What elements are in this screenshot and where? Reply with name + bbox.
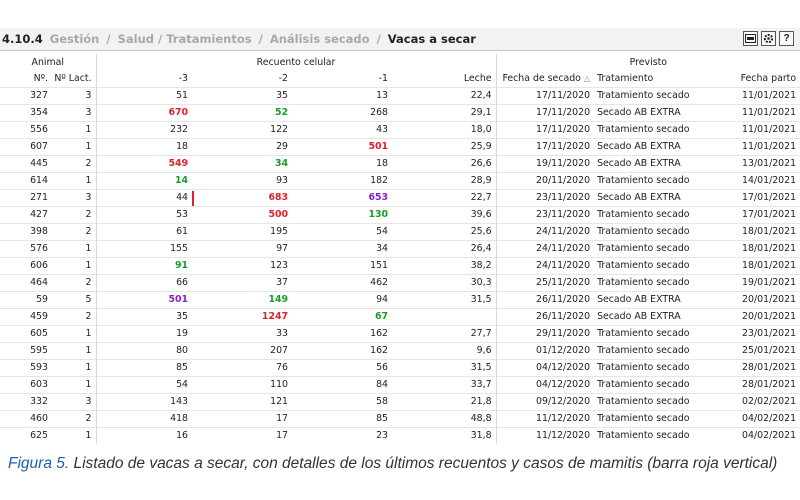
cell-fsec: 24/11/2020 xyxy=(496,224,594,241)
cell-rc2: 35 xyxy=(192,88,292,105)
table-row[interactable] xyxy=(0,122,800,139)
cell-fparto: 13/01/2021 xyxy=(704,156,800,173)
cell-fsec: 01/12/2020 xyxy=(496,343,594,360)
column-header-row xyxy=(0,71,800,88)
table-row[interactable] xyxy=(0,428,800,445)
cell-fparto: 23/01/2021 xyxy=(704,326,800,343)
cell-rc2: 37 xyxy=(192,275,292,292)
cell-leche: 25,9 xyxy=(392,139,496,156)
cell-lact: 1 xyxy=(52,173,96,190)
cell-leche: 22,7 xyxy=(392,190,496,207)
cell-leche: 21,8 xyxy=(392,394,496,411)
cell-rc1: 84 xyxy=(292,377,392,394)
cell-fsec: 09/12/2020 xyxy=(496,394,594,411)
cell-leche: 39,6 xyxy=(392,207,496,224)
cell-rc2: 149 xyxy=(192,292,292,309)
cell-trat: Secado AB EXTRA xyxy=(594,156,704,173)
cell-lact: 3 xyxy=(52,105,96,122)
cell-num: 59 xyxy=(0,292,52,309)
table-row[interactable] xyxy=(0,190,800,207)
cell-num: 614 xyxy=(0,173,52,190)
figure-label: Figura 5. xyxy=(8,455,70,472)
table-row[interactable] xyxy=(0,105,800,122)
cell-fsec: 24/11/2020 xyxy=(496,241,594,258)
breadcrumb-separator: / xyxy=(106,32,111,46)
cell-fparto: 17/01/2021 xyxy=(704,190,800,207)
cell-fsec: 23/11/2020 xyxy=(496,207,594,224)
cell-fparto: 20/01/2021 xyxy=(704,309,800,326)
cell-rc1: 268 xyxy=(292,105,392,122)
cell-lact: 1 xyxy=(52,428,96,445)
cell-rc3: 14 xyxy=(96,173,192,190)
cell-rc2: 683 xyxy=(192,190,292,207)
cell-trat: Tratamiento secado xyxy=(594,241,704,258)
col-header-fecha-parto[interactable]: Fecha parto xyxy=(740,73,797,84)
cell-rc2: 17 xyxy=(192,428,292,445)
cell-rc2: 34 xyxy=(192,156,292,173)
cell-rc2: 123 xyxy=(192,258,292,275)
cell-rc2: 97 xyxy=(192,241,292,258)
cell-fsec: 26/11/2020 xyxy=(496,309,594,326)
breadcrumb-bar xyxy=(0,28,800,51)
figure-caption xyxy=(8,455,777,473)
cell-num: 460 xyxy=(0,411,52,428)
cell-leche: 18,0 xyxy=(392,122,496,139)
sort-asc-icon: △ xyxy=(583,74,591,83)
cell-rc2: 500 xyxy=(192,207,292,224)
cell-lact: 2 xyxy=(52,207,96,224)
cell-fsec: 17/11/2020 xyxy=(496,122,594,139)
cell-trat: Tratamiento secado xyxy=(594,360,704,377)
cell-trat: Tratamiento secado xyxy=(594,326,704,343)
group-header-previsto: Previsto xyxy=(496,54,800,71)
cell-num: 605 xyxy=(0,326,52,343)
table-row[interactable] xyxy=(0,88,800,105)
cell-fparto: 02/02/2021 xyxy=(704,394,800,411)
cell-rc2: 29 xyxy=(192,139,292,156)
cell-num: 427 xyxy=(0,207,52,224)
cell-rc2: 121 xyxy=(192,394,292,411)
page-title: Vacas a secar xyxy=(387,32,476,46)
section-number: 4.10.4 xyxy=(2,32,43,46)
breadcrumb-analisis-secado[interactable]: Análisis secado xyxy=(269,32,370,46)
table-row[interactable] xyxy=(0,411,800,428)
cell-num: 459 xyxy=(0,309,52,326)
breadcrumb-salud-tratamientos[interactable]: Salud / Tratamientos xyxy=(117,32,252,46)
cell-trat: Secado AB EXTRA xyxy=(594,105,704,122)
cell-rc2: 122 xyxy=(192,122,292,139)
breadcrumb xyxy=(0,32,476,46)
cell-rc3: 19 xyxy=(96,326,192,343)
cell-rc3: 18 xyxy=(96,139,192,156)
cell-leche: 26,6 xyxy=(392,156,496,173)
cell-fsec: 17/11/2020 xyxy=(496,105,594,122)
cell-lact: 1 xyxy=(52,377,96,394)
cell-lact: 1 xyxy=(52,139,96,156)
cell-rc1: 182 xyxy=(292,173,392,190)
col-header-leche[interactable]: Leche xyxy=(463,73,492,84)
cell-num: 625 xyxy=(0,428,52,445)
cell-lact: 5 xyxy=(52,292,96,309)
cell-leche: 9,6 xyxy=(392,343,496,360)
cell-fparto: 20/01/2021 xyxy=(704,292,800,309)
cell-lact: 1 xyxy=(52,360,96,377)
cell-leche: 25,6 xyxy=(392,224,496,241)
cell-fsec: 17/11/2020 xyxy=(496,88,594,105)
cell-rc3: 549 xyxy=(96,156,192,173)
cell-trat: Secado AB EXTRA xyxy=(594,139,704,156)
cell-rc1: 18 xyxy=(292,156,392,173)
cell-trat: Tratamiento secado xyxy=(594,258,704,275)
cell-leche: 27,7 xyxy=(392,326,496,343)
cell-num: 464 xyxy=(0,275,52,292)
cell-trat: Tratamiento secado xyxy=(594,275,704,292)
col-header-rc3[interactable]: -3 xyxy=(178,73,189,84)
table-row[interactable] xyxy=(0,224,800,241)
table-row[interactable] xyxy=(0,292,800,309)
table-row[interactable] xyxy=(0,377,800,394)
cell-leche: 22,4 xyxy=(392,88,496,105)
cell-rc1: 94 xyxy=(292,292,392,309)
cell-rc1: 162 xyxy=(292,343,392,360)
cell-lact: 1 xyxy=(52,258,96,275)
cell-rc3: 35 xyxy=(96,309,192,326)
cell-fsec: 19/11/2020 xyxy=(496,156,594,173)
cell-fparto: 18/01/2021 xyxy=(704,224,800,241)
cell-rc3: 44 xyxy=(96,190,192,207)
cell-num: 576 xyxy=(0,241,52,258)
cell-trat: Tratamiento secado xyxy=(594,343,704,360)
cell-lact: 1 xyxy=(52,122,96,139)
cell-rc2: 93 xyxy=(192,173,292,190)
cell-leche: 48,8 xyxy=(392,411,496,428)
cell-lact: 2 xyxy=(52,224,96,241)
cell-lact: 3 xyxy=(52,88,96,105)
cell-fsec: 25/11/2020 xyxy=(496,275,594,292)
cell-rc3: 85 xyxy=(96,360,192,377)
cell-trat: Secado AB EXTRA xyxy=(594,190,704,207)
cell-leche: 26,4 xyxy=(392,241,496,258)
cell-rc1: 462 xyxy=(292,275,392,292)
cell-fsec: 23/11/2020 xyxy=(496,190,594,207)
cell-rc2: 17 xyxy=(192,411,292,428)
cell-rc1: 23 xyxy=(292,428,392,445)
col-header-tratamiento[interactable]: Tratamiento xyxy=(597,73,654,84)
col-header-rc2[interactable]: -2 xyxy=(278,73,289,84)
cell-rc3: 16 xyxy=(96,428,192,445)
cell-rc3: 51 xyxy=(96,88,192,105)
cell-rc1: 56 xyxy=(292,360,392,377)
group-header-row xyxy=(0,54,800,71)
cell-rc1: 130 xyxy=(292,207,392,224)
cell-fsec: 04/12/2020 xyxy=(496,360,594,377)
col-header-rc1[interactable]: -1 xyxy=(378,73,389,84)
cell-rc3: 670 xyxy=(96,105,192,122)
cell-rc3: 91 xyxy=(96,258,192,275)
cell-rc3: 155 xyxy=(96,241,192,258)
cell-trat: Tratamiento secado xyxy=(594,173,704,190)
group-header-recuento: Recuento celular xyxy=(256,56,336,68)
table-row[interactable] xyxy=(0,139,800,156)
cell-leche xyxy=(392,309,496,326)
cell-num: 271 xyxy=(0,190,52,207)
cell-fparto: 28/01/2021 xyxy=(704,360,800,377)
cell-fsec: 26/11/2020 xyxy=(496,292,594,309)
cell-leche: 30,3 xyxy=(392,275,496,292)
cell-trat: Secado AB EXTRA xyxy=(594,309,704,326)
col-header-lact[interactable]: Nº Lact. xyxy=(52,71,96,88)
cell-rc2: 33 xyxy=(192,326,292,343)
table-body xyxy=(0,88,800,445)
group-header-animal: Animal xyxy=(0,54,96,71)
gear-icon[interactable] xyxy=(761,31,776,46)
cell-fparto: 04/02/2021 xyxy=(704,411,800,428)
cell-lact: 2 xyxy=(52,309,96,326)
cell-rc2: 207 xyxy=(192,343,292,360)
mastitis-bar xyxy=(192,191,194,206)
cell-lact: 1 xyxy=(52,343,96,360)
cell-fparto: 17/01/2021 xyxy=(704,207,800,224)
cell-trat: Tratamiento secado xyxy=(594,122,704,139)
col-header-fecha-secado-label: Fecha de secado xyxy=(502,73,581,84)
cell-leche: 29,1 xyxy=(392,105,496,122)
cell-rc3: 232 xyxy=(96,122,192,139)
cell-num: 445 xyxy=(0,156,52,173)
cell-trat: Tratamiento secado xyxy=(594,88,704,105)
cell-fparto: 11/01/2021 xyxy=(704,139,800,156)
cell-rc1: 67 xyxy=(292,309,392,326)
cell-rc2: 76 xyxy=(192,360,292,377)
cell-leche: 28,9 xyxy=(392,173,496,190)
cell-rc2: 195 xyxy=(192,224,292,241)
table-row[interactable] xyxy=(0,241,800,258)
col-header-fecha-secado[interactable] xyxy=(496,71,594,88)
cell-fparto: 11/01/2021 xyxy=(704,122,800,139)
cell-rc1: 653 xyxy=(292,190,392,207)
cell-fparto: 11/01/2021 xyxy=(704,88,800,105)
cell-fparto: 11/01/2021 xyxy=(704,105,800,122)
caption-text: Listado de vacas a secar, con detalles de los últimos recuentos y casos de mamitis (barra roja vertical) xyxy=(69,455,778,472)
cell-rc1: 43 xyxy=(292,122,392,139)
help-icon[interactable]: ? xyxy=(779,31,794,46)
col-header-num[interactable]: Nº. xyxy=(33,73,48,84)
cell-rc3: 53 xyxy=(96,207,192,224)
cell-rc1: 85 xyxy=(292,411,392,428)
cell-rc1: 501 xyxy=(292,139,392,156)
cell-lact: 2 xyxy=(52,411,96,428)
cell-fsec: 20/11/2020 xyxy=(496,173,594,190)
cell-lact: 2 xyxy=(52,156,96,173)
cell-leche: 31,8 xyxy=(392,428,496,445)
cell-num: 354 xyxy=(0,105,52,122)
cell-fsec: 17/11/2020 xyxy=(496,139,594,156)
cell-num: 593 xyxy=(0,360,52,377)
cell-leche: 38,2 xyxy=(392,258,496,275)
table-row[interactable] xyxy=(0,173,800,190)
cell-rc2: 1247 xyxy=(192,309,292,326)
cell-rc1: 13 xyxy=(292,88,392,105)
cell-lact: 3 xyxy=(52,190,96,207)
export-icon[interactable] xyxy=(743,31,758,46)
cell-rc1: 58 xyxy=(292,394,392,411)
cell-num: 606 xyxy=(0,258,52,275)
toolbar xyxy=(743,31,794,46)
cell-num: 607 xyxy=(0,139,52,156)
cell-trat: Tratamiento secado xyxy=(594,428,704,445)
breadcrumb-separator: / xyxy=(258,32,263,46)
cell-fsec: 11/12/2020 xyxy=(496,428,594,445)
cell-fparto: 18/01/2021 xyxy=(704,241,800,258)
table-row[interactable] xyxy=(0,360,800,377)
cell-rc3: 143 xyxy=(96,394,192,411)
cell-fsec: 24/11/2020 xyxy=(496,258,594,275)
cell-num: 332 xyxy=(0,394,52,411)
cell-lact: 2 xyxy=(52,275,96,292)
cell-rc1: 54 xyxy=(292,224,392,241)
table-row[interactable] xyxy=(0,326,800,343)
cell-fparto: 25/01/2021 xyxy=(704,343,800,360)
cell-trat: Tratamiento secado xyxy=(594,224,704,241)
cell-leche: 31,5 xyxy=(392,360,496,377)
cell-leche: 31,5 xyxy=(392,292,496,309)
breadcrumb-gestion[interactable]: Gestión xyxy=(49,32,100,46)
cell-rc3: 501 xyxy=(96,292,192,309)
cell-fparto: 28/01/2021 xyxy=(704,377,800,394)
cell-lact: 1 xyxy=(52,326,96,343)
cell-num: 595 xyxy=(0,343,52,360)
cell-fsec: 29/11/2020 xyxy=(496,326,594,343)
table-row[interactable] xyxy=(0,207,800,224)
cell-num: 556 xyxy=(0,122,52,139)
cell-rc3: 61 xyxy=(96,224,192,241)
cell-rc1: 34 xyxy=(292,241,392,258)
cell-fsec: 11/12/2020 xyxy=(496,411,594,428)
cell-num: 603 xyxy=(0,377,52,394)
cell-num: 327 xyxy=(0,88,52,105)
table-row[interactable] xyxy=(0,343,800,360)
table-row[interactable] xyxy=(0,394,800,411)
cell-trat: Tratamiento secado xyxy=(594,394,704,411)
cell-rc3: 54 xyxy=(96,377,192,394)
cell-trat: Tratamiento secado xyxy=(594,411,704,428)
cell-rc1: 151 xyxy=(292,258,392,275)
cell-lact: 3 xyxy=(52,394,96,411)
breadcrumb-separator: / xyxy=(376,32,381,46)
table-row[interactable] xyxy=(0,258,800,275)
cell-fparto: 04/02/2021 xyxy=(704,428,800,445)
cell-rc2: 110 xyxy=(192,377,292,394)
cell-rc3: 418 xyxy=(96,411,192,428)
cell-fparto: 18/01/2021 xyxy=(704,258,800,275)
cell-rc2: 52 xyxy=(192,105,292,122)
cell-trat: Tratamiento secado xyxy=(594,207,704,224)
cell-rc1: 162 xyxy=(292,326,392,343)
cell-lact: 1 xyxy=(52,241,96,258)
table-row[interactable] xyxy=(0,309,800,326)
cell-fsec: 04/12/2020 xyxy=(496,377,594,394)
cows-to-dry-table xyxy=(0,54,800,444)
cell-rc3: 80 xyxy=(96,343,192,360)
cell-fparto: 19/01/2021 xyxy=(704,275,800,292)
cell-rc3: 66 xyxy=(96,275,192,292)
cell-trat: Secado AB EXTRA xyxy=(594,292,704,309)
table-row[interactable] xyxy=(0,156,800,173)
cell-fparto: 14/01/2021 xyxy=(704,173,800,190)
cell-leche: 33,7 xyxy=(392,377,496,394)
table-row[interactable] xyxy=(0,275,800,292)
cell-num: 398 xyxy=(0,224,52,241)
cell-trat: Tratamiento secado xyxy=(594,377,704,394)
